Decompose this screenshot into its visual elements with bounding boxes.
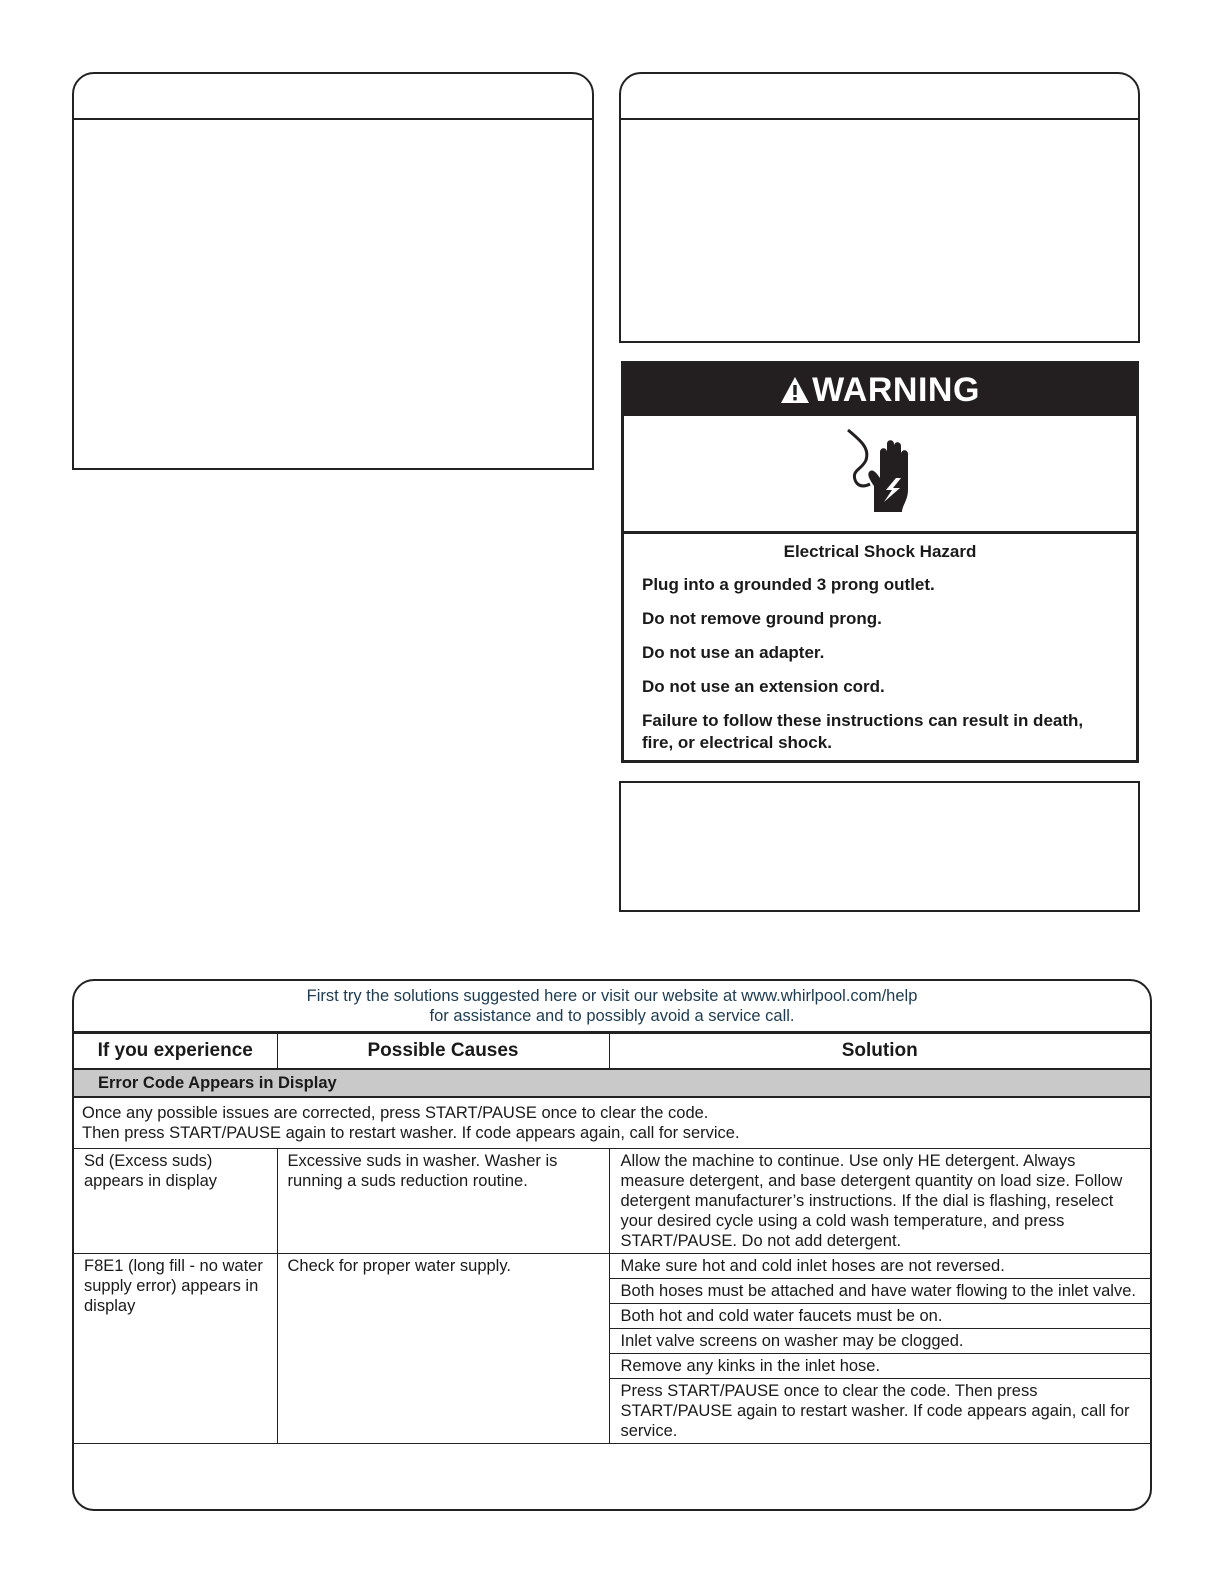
note-line: Once any possible issues are corrected, press START/PAUSE once to clear the code.	[82, 1104, 709, 1122]
section-title: Error Code Appears in Display	[74, 1069, 1150, 1097]
warning-box	[621, 361, 1139, 763]
table-row	[74, 1254, 1150, 1279]
experience-cell: F8E1 (long fill - no water supply error) appears in display	[74, 1254, 277, 1444]
intro-line: First try the solutions suggested here or visit our website at www.whirlpool.com/help	[306, 987, 918, 1005]
warning-heading: WARNING	[812, 370, 980, 409]
warning-header	[624, 364, 1136, 416]
warning-line: Do not use an extension cord.	[642, 677, 885, 696]
solution-cell: Allow the machine to continue. Use only HE detergent. Always measure detergent, and base detergent quantity on load size. Follow detergent manufacturer’s instructions. If the dial is flashing, reselect your desired cycle using a cold wash temperature, and press START/PAUSE. Do not add detergent.	[609, 1149, 1150, 1254]
solution-cell: Both hot and cold water faucets must be on.	[609, 1304, 1150, 1329]
solution-cell: Inlet valve screens on washer may be clogged.	[609, 1329, 1150, 1354]
panel-header-rule	[621, 118, 1138, 120]
solution-cell: Press START/PAUSE once to clear the code. Then press START/PAUSE again to restart washer. If code appears again, call for service.	[609, 1379, 1150, 1444]
experience-cell: Sd (Excess suds) appears in display	[74, 1149, 277, 1254]
solution-cell: Remove any kinks in the inlet hose.	[609, 1354, 1150, 1379]
warning-line: Do not use an adapter.	[642, 643, 825, 662]
hazard-title: Electrical Shock Hazard	[783, 542, 977, 561]
alert-triangle-icon	[780, 376, 810, 404]
intro-line: for assistance and to possibly avoid a service call.	[429, 1007, 795, 1025]
section-row	[74, 1069, 1150, 1097]
cause-cell: Excessive suds in washer. Washer is running a suds reduction routine.	[277, 1149, 609, 1254]
right-lower-panel	[619, 781, 1140, 912]
troubleshooting-table	[72, 979, 1152, 1511]
electrical-shock-hand-icon	[830, 426, 930, 522]
section-note	[74, 1097, 1150, 1149]
column-header: Solution	[609, 1034, 1150, 1070]
warning-line: Failure to follow these instructions can result in death, fire, or electrical shock.	[642, 711, 1084, 752]
troubleshooting-grid	[74, 1033, 1150, 1444]
note-line: Then press START/PAUSE again to restart washer. If code appears again, call for service.	[82, 1124, 740, 1142]
panel-header-rule	[74, 118, 592, 120]
table-row	[74, 1149, 1150, 1254]
shock-pictogram	[624, 416, 1136, 534]
right-panel	[619, 72, 1140, 343]
header-row	[74, 1034, 1150, 1070]
warning-line: Plug into a grounded 3 prong outlet.	[642, 575, 935, 594]
note-row	[74, 1097, 1150, 1149]
solution-cell: Both hoses must be attached and have water flowing to the inlet valve.	[609, 1279, 1150, 1304]
warning-body	[624, 534, 1136, 754]
column-header: If you experience	[74, 1034, 277, 1070]
left-panel	[72, 72, 594, 470]
warning-line: Do not remove ground prong.	[642, 609, 882, 628]
troubleshooting-intro	[74, 981, 1150, 1033]
column-header: Possible Causes	[277, 1034, 609, 1070]
solution-cell: Make sure hot and cold inlet hoses are not reversed.	[609, 1254, 1150, 1279]
cause-cell: Check for proper water supply.	[277, 1254, 609, 1444]
